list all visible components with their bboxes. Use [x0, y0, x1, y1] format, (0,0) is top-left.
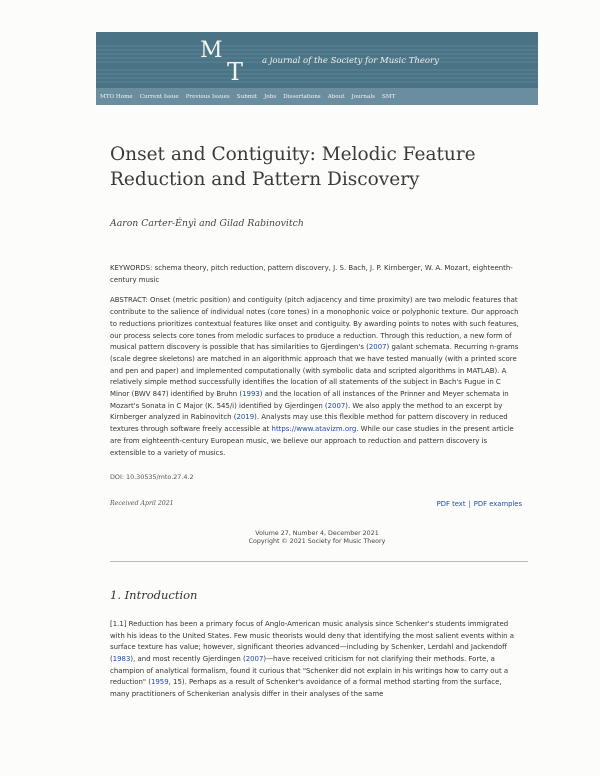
volume-number: Volume 27, Number 4, December 2021	[255, 529, 379, 537]
paragraph-text: )—have received criticism for not clarifying their methods. Forte, a champion of analytical formalism, found it curious that "Schenker did not explain in his writings how to carry out a reduction" (	[110, 655, 509, 687]
nav-about[interactable]: About	[327, 93, 345, 100]
abstract-text: ). We also apply the method to an excerpt by Kirnberger analyzed in Rabinovitch (	[110, 401, 503, 422]
journal-tagline: a journal of the Society for Music Theory	[262, 56, 439, 66]
section-heading-introduction: 1. Introduction	[110, 587, 198, 602]
section-divider	[110, 561, 528, 562]
pdf-examples-link[interactable]: PDF examples	[473, 499, 522, 508]
received-row	[110, 500, 522, 508]
nav-smt[interactable]: SMT	[382, 93, 396, 100]
logo-t: T	[227, 58, 244, 86]
software-url-link[interactable]: https://www.atavizm.org	[271, 425, 357, 434]
top-navigation	[96, 88, 538, 105]
citation-link[interactable]: 2007	[245, 655, 264, 664]
abstract-text: ABSTRACT: Onset (metric position) and contiguity (pitch adjacency and time proximity) are two melodic features that contribute to the salience of individual notes (core tones) in a monophonic voice or polyphonic texture. Our approach to reductions prioritizes contextual features like onset and contiguity. By awarding points to notes with such features, our process selects core tones from melodic surfaces to produce a reduction. Through this reduction, a new form of musical pattern discovery is possible that has similarities to Gjerdingen's (	[110, 296, 519, 352]
article-authors: Aaron Carter-Ényì and Gilad Rabinovitch	[110, 218, 304, 229]
received-date: Received April 2021	[110, 499, 174, 507]
logo-m: M	[200, 38, 223, 63]
pdf-separator: |	[468, 499, 471, 508]
nav-submit[interactable]: Submit	[236, 93, 258, 100]
nav-current-issue[interactable]: Current Issue	[139, 93, 179, 100]
page-content	[96, 32, 538, 701]
paragraph-text: , 15). Perhaps as a result of Schenker's avoidance of a formal method starting from the surface, many practitioners of Schenkerian analysis differ in their analyses of the same	[110, 678, 502, 699]
volume-info	[96, 530, 538, 547]
nav-mto-home[interactable]: MTO Home	[100, 93, 133, 100]
paragraph-1-1	[110, 619, 522, 701]
nav-dissertations[interactable]: Dissertations	[283, 93, 321, 100]
copyright: Copyright © 2021 Society for Music Theory	[248, 538, 386, 546]
paragraph-text: ), and most recently Gjerdingen (	[130, 655, 246, 664]
paragraph-text: [1.1] Reduction has been a primary focus of Anglo-American music analysis since Schenker's students immigrated with his ideas to the United States. Few music theorists would deny that identifying the most salient events within a surface texture has value; however, significant theories advanced—including by Schenker, Lerdahl and Jackendoff (	[110, 619, 514, 664]
nav-journals[interactable]: Journals	[351, 93, 376, 100]
mto-logo[interactable]	[200, 36, 248, 86]
abstract-text: ) and the location of all instances of the Prinner and Meyer schemata in Mozart's Sonata in C Major (K. 545/i) identified by Gjerdingen (	[110, 390, 509, 410]
citation-link[interactable]: 1959	[150, 678, 169, 687]
pdf-links	[437, 500, 522, 508]
abstract-text: . While our case studies in the present article are from eighteenth-century European music, we believe our approach to reduction and pattern discovery is extensible to a variety of musics.	[110, 425, 514, 457]
nav-previous-issues[interactable]: Previous Issues	[185, 93, 230, 100]
nav-jobs[interactable]: Jobs	[264, 93, 277, 100]
doi: DOI: 10.30535/mto.27.4.2	[110, 473, 194, 482]
journal-banner	[96, 32, 538, 88]
citation-link[interactable]: 1993	[242, 390, 260, 399]
article-title: Onset and Contiguity: Melodic Feature Reduction and Pattern Discovery	[110, 144, 476, 190]
citation-link[interactable]: 2007	[327, 401, 346, 410]
pdf-text-link[interactable]: PDF text	[436, 499, 466, 508]
abstract-text: ) galant schemata. Recurring n-grams (scale degree skeletons) are matched in an algorithmic approach that we have tested manually (with a printed score and pen and paper) and implemented computationally (with symbolic data and scripted algorithms in MATLAB). A relatively simple method successfully identifies the location of all statements of the subject in Bach's Fugue in C Minor (BWV 847) identified by Bruhn (	[110, 343, 519, 399]
citation-link[interactable]: 2019	[236, 413, 255, 422]
abstract-text: ). Analysts may use this flexible method for pattern discovery in reduced textures through software freely accessible at	[110, 413, 508, 434]
citation-link[interactable]: 2007	[368, 343, 387, 352]
citation-link[interactable]: 1983	[112, 655, 131, 664]
keywords: KEYWORDS: schema theory, pitch reduction, pattern discovery, J. S. Bach, J. P. Kirnberger, W. A. Mozart, eighteenth-century music	[110, 264, 513, 284]
abstract	[110, 295, 522, 459]
